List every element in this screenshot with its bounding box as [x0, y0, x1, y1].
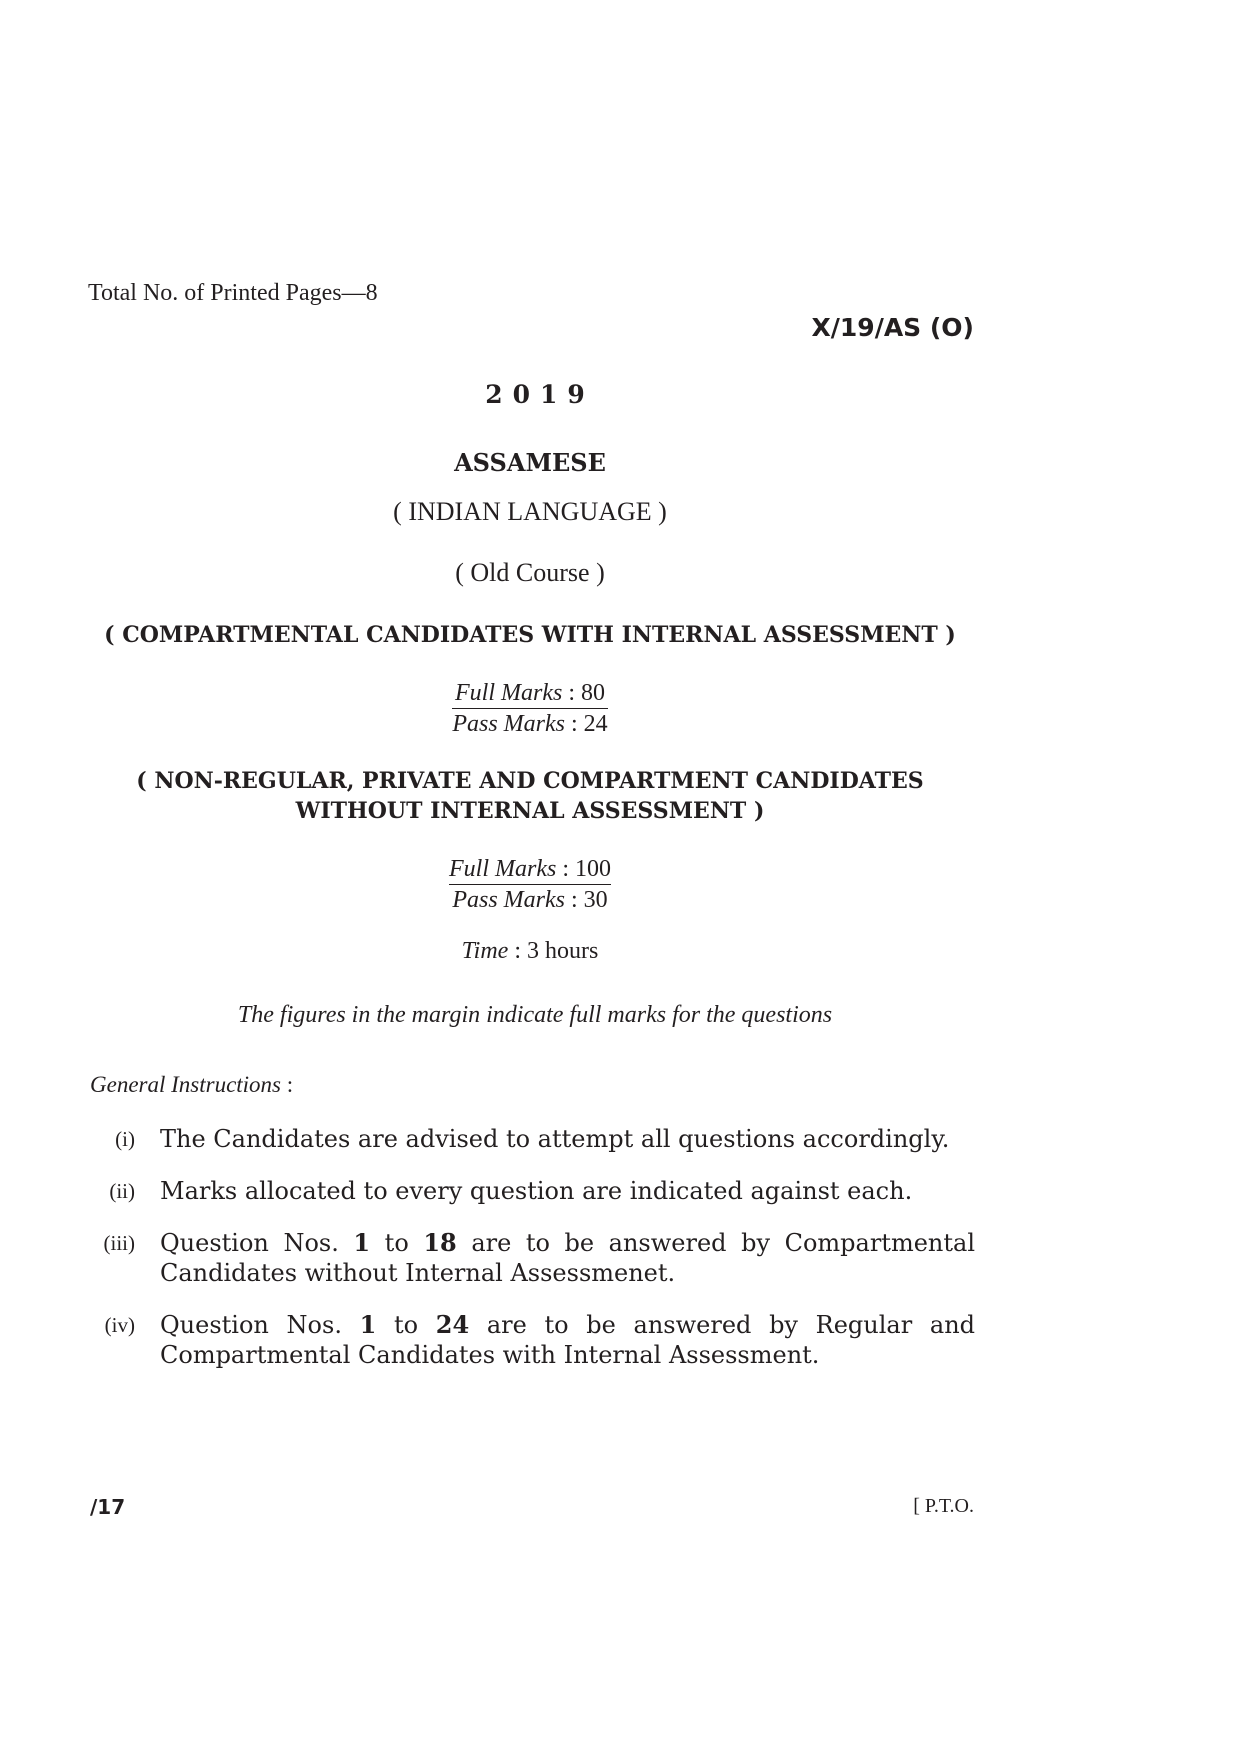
instruction-text-part: to: [370, 1229, 424, 1257]
instruction-item: [90, 1124, 975, 1154]
instruction-text-part: are to be answered by Compartmental Candidates without Internal Assessmenet.: [160, 1229, 975, 1287]
section2-heading-line1: ( NON-REGULAR, PRIVATE AND COMPARTMENT CANDIDATES: [136, 768, 924, 794]
instruction-item: [90, 1310, 975, 1370]
pass-marks-label: Pass Marks: [452, 711, 565, 737]
section2-marks: [0, 854, 1060, 915]
question-number-start: 1: [359, 1310, 377, 1339]
instruction-text-part: Question Nos.: [160, 1229, 354, 1257]
instruction-number: (ii): [109, 1179, 135, 1203]
total-printed-pages: Total No. of Printed Pages—8: [88, 280, 378, 306]
question-number-end: 18: [423, 1228, 457, 1257]
instruction-text: [160, 1228, 975, 1288]
footer-code: /17: [90, 1495, 126, 1519]
instruction-text-part: are to be answered by Regular and Compartmental Candidates with Internal Assessment.: [160, 1311, 976, 1369]
section2-full-marks: [449, 854, 611, 885]
subject-title: ASSAMESE: [454, 448, 606, 477]
full-marks-label: Full Marks: [455, 680, 563, 706]
general-heading-suffix: :: [281, 1072, 294, 1097]
exam-year: 2019: [485, 380, 595, 409]
section1-full-marks: [452, 678, 607, 709]
instruction-text: The Candidates are advised to attempt all questions accordingly.: [160, 1125, 950, 1153]
section2-pass-marks: [449, 885, 611, 915]
full-marks-value: : 100: [562, 856, 611, 882]
instruction-number: (iii): [103, 1231, 135, 1255]
question-number-start: 1: [353, 1228, 371, 1257]
section1-heading: ( COMPARTMENTAL CANDIDATES WITH INTERNAL ASSESSMENT ): [104, 622, 956, 648]
please-turn-over: [ P.T.O.: [913, 1495, 974, 1517]
general-instructions-heading: [90, 1072, 293, 1098]
time-label: Time: [461, 938, 509, 964]
course-subtitle: ( Old Course ): [455, 558, 605, 587]
margin-note: The figures in the margin indicate full marks for the questions: [237, 1002, 833, 1028]
pass-marks-value: : 24: [571, 711, 608, 737]
language-subtitle: ( INDIAN LANGUAGE ): [393, 497, 667, 526]
time-allowed: [0, 938, 1060, 965]
section2-heading-line2: WITHOUT INTERNAL ASSESSMENT ): [295, 798, 765, 824]
instruction-item: [90, 1228, 975, 1288]
instruction-text-part: to: [376, 1311, 436, 1339]
section1-marks: [0, 678, 1060, 739]
full-marks-value: : 80: [568, 680, 605, 706]
pass-marks-value: : 30: [571, 887, 608, 913]
full-marks-label: Full Marks: [449, 856, 557, 882]
instruction-number: (i): [115, 1127, 135, 1151]
instruction-text: [160, 1310, 975, 1370]
instruction-number: (iv): [104, 1313, 135, 1337]
instruction-item: [90, 1176, 975, 1206]
time-value: : 3 hours: [514, 938, 599, 964]
question-number-end: 24: [435, 1310, 470, 1339]
instruction-text-part: Question Nos.: [160, 1311, 360, 1339]
pass-marks-label: Pass Marks: [452, 887, 565, 913]
section1-pass-marks: [452, 709, 607, 739]
instruction-text: Marks allocated to every question are indicated against each.: [160, 1177, 913, 1205]
general-heading-label: General Instructions: [90, 1072, 282, 1097]
paper-code: X/19/AS (O): [811, 313, 974, 342]
